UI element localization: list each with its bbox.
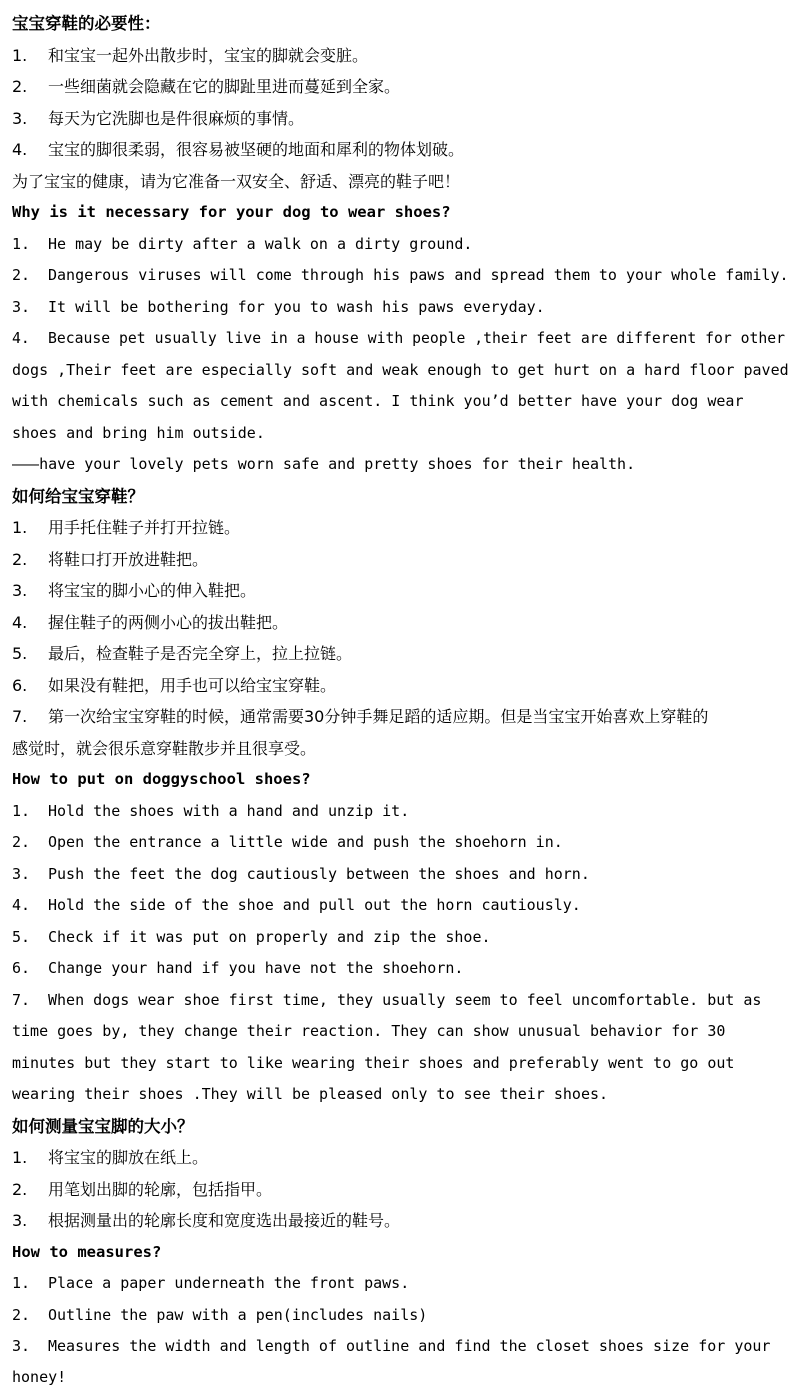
list-item-number: 3.	[12, 581, 28, 600]
list-item	[12, 890, 796, 922]
list-item-number: 2.	[12, 550, 28, 569]
list-item-text: 最后，检查鞋子是否完全穿上，拉上拉链。	[48, 644, 353, 663]
list-item-number: 4.	[12, 140, 28, 159]
list-item	[12, 1142, 796, 1174]
list-item-text: Measures the width and length of outline and find the closet shoes size for your	[48, 1337, 771, 1355]
list-item	[12, 229, 796, 261]
list-item	[12, 134, 796, 166]
list-item	[12, 607, 796, 639]
list-item	[12, 859, 796, 891]
list-item-continuation: dogs ,Their feet are especially soft and weak enough to get hurt on a hard floor paved	[12, 361, 789, 379]
list-item-number: 7.	[12, 991, 31, 1009]
list-item	[12, 1331, 796, 1363]
list-item-number: 4.	[12, 613, 28, 632]
list-item	[12, 1268, 796, 1300]
list-item-text: Change your hand if you have not the shoehorn.	[48, 959, 464, 977]
list-item-number: 4.	[12, 330, 30, 347]
list-item-number: 2.	[12, 77, 28, 96]
list-item-text: 用笔划出脚的轮廓，包括指甲。	[48, 1180, 273, 1199]
list-item-text: Hold the shoes with a hand and unzip it.	[48, 802, 410, 820]
list-item-text: When dogs wear shoe first time, they usually seem to feel uncomfortable. but as	[48, 991, 762, 1009]
section-heading-why-en: Why is it necessary for your dog to wear shoes?	[12, 203, 451, 221]
list-item-text: Place a paper underneath the front paws.	[48, 1274, 410, 1292]
list-item-text: 如果没有鞋把，用手也可以给宝宝穿鞋。	[48, 676, 337, 695]
list-item-number: 1.	[12, 1274, 31, 1292]
list-item-continuation: minutes but they start to like wearing their shoes and preferably went to go out	[12, 1054, 735, 1072]
list-item-number: 2.	[12, 833, 31, 851]
list-item-text: 用手托住鞋子并打开拉链。	[48, 518, 241, 537]
section-heading-measure-en: How to measures?	[12, 1243, 162, 1261]
list-item-number: 3.	[12, 865, 31, 883]
list-item	[12, 827, 796, 859]
list-item-text: 将宝宝的脚小心的伸入鞋把。	[48, 581, 257, 600]
list-item-text: 宝宝的脚很柔弱，很容易被坚硬的地面和犀利的物体划破。	[48, 140, 465, 159]
list-item-text: 根据测量出的轮廓长度和宽度选出最接近的鞋号。	[48, 1211, 401, 1230]
list-item-number: 1.	[12, 518, 28, 537]
closing-line: 为了宝宝的健康，请为它准备一双安全、舒适、漂亮的鞋子吧！	[12, 172, 461, 191]
list-item-continuation: shoes and bring him outside.	[12, 424, 265, 442]
list-item-continuation: honey!	[12, 1368, 67, 1386]
list-item-number: 2.	[12, 1306, 31, 1324]
list-item	[12, 575, 796, 607]
list-item-number: 2.	[12, 266, 31, 284]
list-item-number: 3.	[12, 109, 28, 128]
list-item-text: 将鞋口打开放进鞋把。	[48, 550, 209, 569]
list-item	[12, 292, 796, 324]
list-item-text: Open the entrance a little wide and push the shoehorn in.	[48, 833, 563, 851]
list-item	[12, 323, 796, 355]
list-item-text: 握住鞋子的两侧小心的拔出鞋把。	[48, 613, 289, 632]
list-item-continuation: wearing their shoes .They will be pleased only to see their shoes.	[12, 1085, 609, 1103]
list-item	[12, 953, 796, 985]
list-item-number: 5.	[12, 928, 31, 946]
list-item-number: 6.	[12, 959, 31, 977]
list-item	[12, 638, 796, 670]
list-item-continuation: 感觉时，就会很乐意穿鞋散步并且很享受。	[12, 739, 317, 758]
list-item-number: 1.	[12, 1148, 28, 1167]
closing-line: ———have your lovely pets worn safe and pretty shoes for their health.	[12, 455, 636, 473]
list-item-number: 2.	[12, 1180, 28, 1199]
list-item-text: Check if it was put on properly and zip the shoe.	[48, 928, 491, 946]
list-item-number: 5.	[12, 644, 28, 663]
list-item-continuation: with chemicals such as cement and ascent. I think you’d better have your dog wear	[12, 392, 744, 410]
list-item-text: Outline the paw with a pen(includes nails)	[48, 1306, 428, 1324]
list-item	[12, 922, 796, 954]
section-heading-why-cn: 宝宝穿鞋的必要性：	[12, 14, 161, 33]
list-item-text: 每天为它洗脚也是件很麻烦的事情。	[48, 109, 305, 128]
list-item	[12, 670, 796, 702]
list-item-text: 和宝宝一起外出散步时，宝宝的脚就会变脏。	[48, 46, 369, 65]
list-item	[12, 985, 796, 1017]
list-item	[12, 544, 796, 576]
list-item	[12, 71, 796, 103]
list-item	[12, 701, 796, 733]
list-item	[12, 1300, 796, 1332]
list-item-text: Hold the side of the shoe and pull out the horn cautiously.	[48, 896, 581, 914]
list-item	[12, 796, 796, 828]
list-item-continuation: time goes by, they change their reaction. They can show unusual behavior for 30	[12, 1022, 726, 1040]
list-item-text: It will be bothering for you to wash his paws everyday.	[48, 298, 545, 316]
section-heading-put-on-en: How to put on doggyschool shoes?	[12, 770, 311, 788]
list-item-text: 一些细菌就会隐藏在它的脚趾里进而蔓延到全家。	[48, 77, 401, 96]
section-heading-measure-cn: 如何测量宝宝脚的大小？	[12, 1117, 194, 1136]
list-item-text: Because pet usually live in a house with people ,their feet are different for other	[48, 330, 786, 347]
list-item-number: 1.	[12, 235, 31, 253]
list-item	[12, 260, 796, 292]
list-item-text: Push the feet the dog cautiously between the shoes and horn.	[48, 865, 590, 883]
list-item-number: 3.	[12, 1211, 28, 1230]
list-item-number: 6.	[12, 676, 28, 695]
list-item-number: 1.	[12, 802, 31, 820]
list-item	[12, 40, 796, 72]
list-item-text: 第一次给宝宝穿鞋的时候，通常需要30分钟手舞足蹈的适应期。但是当宝宝开始喜欢上穿鞋的	[48, 707, 709, 726]
list-item-number: 3.	[12, 1337, 31, 1355]
list-item	[12, 1205, 796, 1237]
list-item	[12, 103, 796, 135]
list-item-number: 3.	[12, 298, 31, 316]
list-item-text: He may be dirty after a walk on a dirty ground.	[48, 235, 473, 253]
list-item-number: 1.	[12, 46, 28, 65]
list-item	[12, 512, 796, 544]
list-item-number: 7.	[12, 707, 28, 726]
list-item-number: 4.	[12, 896, 31, 914]
list-item-text: Dangerous viruses will come through his paws and spread them to your whole family.	[48, 266, 789, 284]
list-item-text: 将宝宝的脚放在纸上。	[48, 1148, 209, 1167]
list-item	[12, 1174, 796, 1206]
section-heading-put-on-cn: 如何给宝宝穿鞋？	[12, 487, 144, 506]
